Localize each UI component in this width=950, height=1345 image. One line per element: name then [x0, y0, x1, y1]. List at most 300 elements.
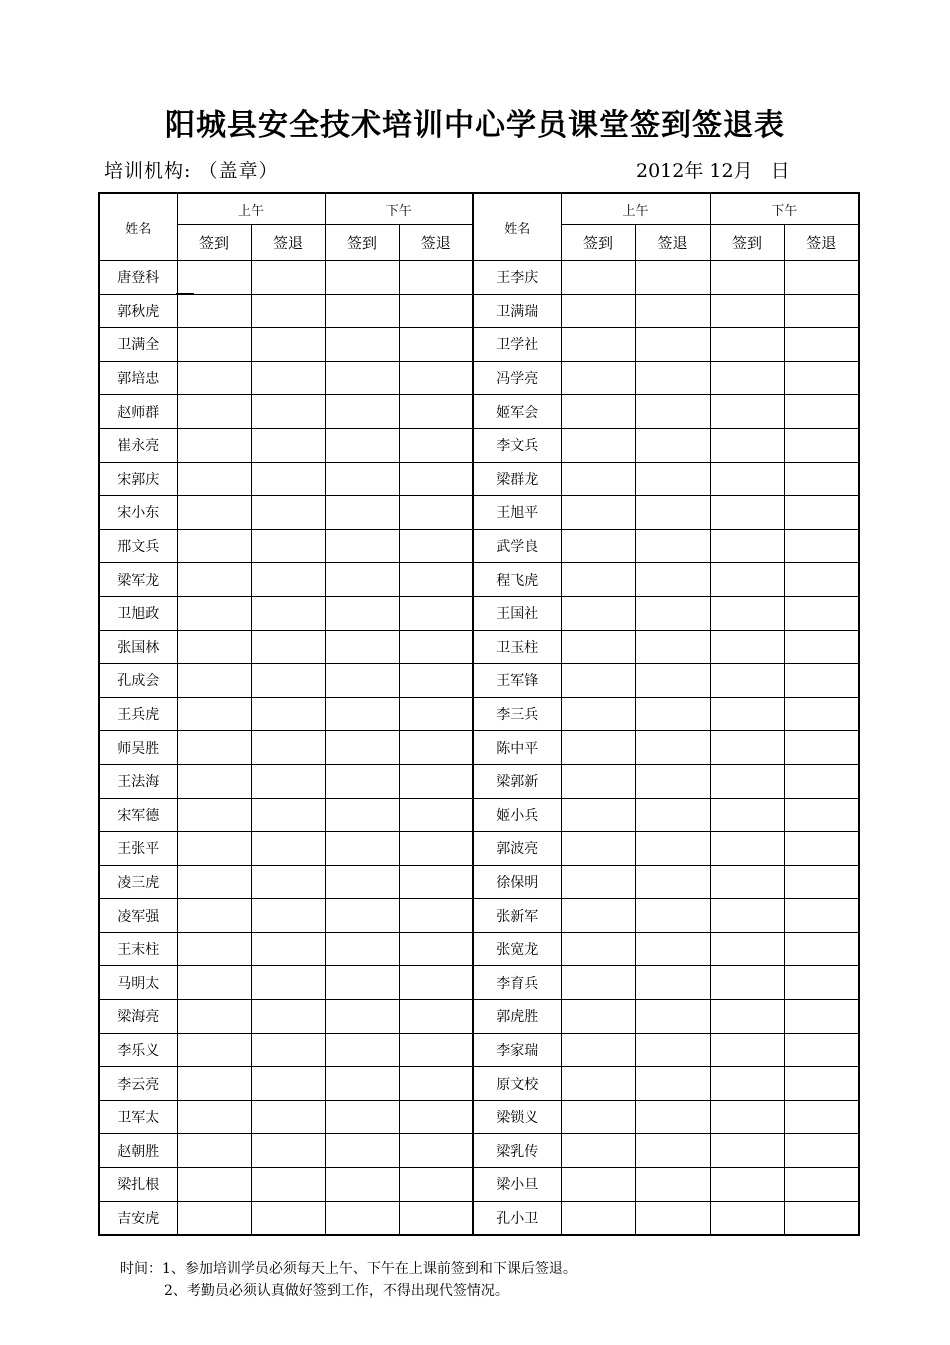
sign-out-cell[interactable]	[784, 1134, 859, 1168]
sign-in-cell[interactable]	[177, 428, 251, 462]
sign-in-cell[interactable]	[325, 1033, 399, 1067]
sign-out-cell[interactable]	[784, 865, 859, 899]
sign-out-cell[interactable]	[635, 630, 710, 664]
attendance-table	[98, 192, 860, 1236]
trainee-name: 李文兵	[473, 428, 561, 462]
trainee-name: 原文校	[473, 1067, 561, 1101]
sign-in-cell[interactable]	[710, 596, 784, 630]
sign-in-cell[interactable]	[177, 1033, 251, 1067]
sign-out-cell[interactable]	[251, 899, 325, 933]
trainee-name: 梁郭新	[473, 764, 561, 798]
trainee-name: 王旭平	[473, 496, 561, 530]
sign-out-cell[interactable]	[784, 899, 859, 933]
sign-in-cell[interactable]	[177, 496, 251, 530]
sign-in-cell[interactable]	[561, 697, 635, 731]
date-label: 2012年 12月 日	[636, 160, 790, 182]
sign-out-cell[interactable]	[399, 496, 473, 530]
trainee-name: 王军锋	[473, 664, 561, 698]
sign-in-cell[interactable]	[561, 261, 635, 295]
trainee-name: 梁锁义	[473, 1100, 561, 1134]
note-line-1: 时间：1、参加培训学员必须每天上午、下午在上课前签到和下课后签退。	[120, 1261, 577, 1277]
sign-in-cell[interactable]	[710, 697, 784, 731]
sign-in-cell[interactable]	[177, 1067, 251, 1101]
sign-in-cell[interactable]	[325, 596, 399, 630]
sign-out-cell[interactable]	[251, 328, 325, 362]
sign-in-cell[interactable]	[561, 596, 635, 630]
sign-in-cell[interactable]	[325, 832, 399, 866]
trainee-name: 梁海亮	[99, 1000, 177, 1034]
table-row	[99, 697, 859, 731]
trainee-name: 宋军德	[99, 798, 177, 832]
sign-out-cell[interactable]	[635, 596, 710, 630]
sign-in-cell[interactable]	[710, 1134, 784, 1168]
sign-out-cell[interactable]	[251, 361, 325, 395]
sign-in-cell[interactable]	[325, 294, 399, 328]
sign-in-cell[interactable]	[710, 1201, 784, 1235]
sign-in-cell[interactable]	[710, 496, 784, 530]
sign-out-cell[interactable]	[399, 1168, 473, 1202]
trainee-name: 李乐义	[99, 1033, 177, 1067]
sign-in-cell[interactable]	[561, 899, 635, 933]
sign-out-cell[interactable]	[635, 1067, 710, 1101]
sign-out-cell[interactable]	[251, 832, 325, 866]
sign-out-cell[interactable]	[251, 798, 325, 832]
sign-in-cell[interactable]	[561, 563, 635, 597]
sign-in-cell[interactable]	[177, 764, 251, 798]
sign-in-cell[interactable]	[325, 462, 399, 496]
sign-in-cell[interactable]	[325, 731, 399, 765]
sign-out-cell[interactable]	[784, 1100, 859, 1134]
sign-out-header: 签退	[635, 225, 710, 261]
sign-out-cell[interactable]	[784, 697, 859, 731]
trainee-name: 王末柱	[99, 932, 177, 966]
sign-in-cell[interactable]	[561, 966, 635, 1000]
sign-in-cell[interactable]	[710, 1033, 784, 1067]
sign-out-cell[interactable]	[251, 865, 325, 899]
sign-in-cell[interactable]	[325, 1000, 399, 1034]
table-row	[99, 261, 859, 295]
sign-in-cell[interactable]	[325, 697, 399, 731]
sign-out-cell[interactable]	[399, 1067, 473, 1101]
table-row	[99, 899, 859, 933]
sign-out-cell[interactable]	[784, 395, 859, 429]
sign-in-cell[interactable]	[561, 798, 635, 832]
sign-in-cell[interactable]	[177, 395, 251, 429]
sign-in-cell[interactable]	[710, 832, 784, 866]
sign-out-cell[interactable]	[399, 395, 473, 429]
sign-out-cell[interactable]	[635, 966, 710, 1000]
sign-out-cell[interactable]	[251, 697, 325, 731]
sign-out-cell[interactable]	[784, 932, 859, 966]
sign-in-cell[interactable]	[710, 1100, 784, 1134]
name-column-header-left: 姓名	[99, 193, 177, 261]
sign-out-cell[interactable]	[635, 462, 710, 496]
table-row	[99, 798, 859, 832]
sign-out-cell[interactable]	[251, 966, 325, 1000]
sign-out-cell[interactable]	[784, 294, 859, 328]
trainee-name: 卫军太	[99, 1100, 177, 1134]
sign-in-cell[interactable]	[710, 261, 784, 295]
sign-in-cell[interactable]	[325, 1168, 399, 1202]
sign-in-cell[interactable]	[710, 1067, 784, 1101]
sign-out-cell[interactable]	[635, 1033, 710, 1067]
sign-out-cell[interactable]	[251, 596, 325, 630]
sign-out-cell[interactable]	[784, 1033, 859, 1067]
sign-out-cell[interactable]	[635, 1134, 710, 1168]
sign-in-cell[interactable]	[710, 428, 784, 462]
sign-in-cell[interactable]	[325, 899, 399, 933]
sign-out-cell[interactable]	[251, 294, 325, 328]
sign-out-cell[interactable]	[251, 428, 325, 462]
sign-in-cell[interactable]	[177, 596, 251, 630]
sign-out-cell[interactable]	[399, 832, 473, 866]
sign-out-cell[interactable]	[251, 630, 325, 664]
sign-out-cell[interactable]	[399, 630, 473, 664]
sign-in-cell[interactable]	[561, 328, 635, 362]
sign-in-cell[interactable]	[561, 865, 635, 899]
sign-in-cell[interactable]	[710, 899, 784, 933]
sign-out-cell[interactable]	[784, 462, 859, 496]
morning-header-left: 上午	[177, 193, 325, 225]
sign-in-cell[interactable]	[177, 865, 251, 899]
sign-out-cell[interactable]	[399, 664, 473, 698]
table-row	[99, 664, 859, 698]
sign-in-cell[interactable]	[561, 294, 635, 328]
sign-in-header: 签到	[710, 225, 784, 261]
trainee-name: 李云亮	[99, 1067, 177, 1101]
sign-out-cell[interactable]	[251, 395, 325, 429]
sign-in-cell[interactable]	[710, 798, 784, 832]
sign-in-cell[interactable]	[710, 328, 784, 362]
sign-in-cell[interactable]	[561, 1201, 635, 1235]
sign-in-cell[interactable]	[710, 731, 784, 765]
trainee-name: 程飞虎	[473, 563, 561, 597]
sign-out-cell[interactable]	[399, 261, 473, 295]
sign-in-cell[interactable]	[561, 1033, 635, 1067]
sign-in-cell[interactable]	[177, 832, 251, 866]
sign-in-cell[interactable]	[177, 1168, 251, 1202]
sign-in-cell[interactable]	[177, 664, 251, 698]
trainee-name: 王李庆	[473, 261, 561, 295]
sign-out-cell[interactable]	[399, 932, 473, 966]
sign-in-cell[interactable]	[710, 764, 784, 798]
trainee-name: 姬军会	[473, 395, 561, 429]
sign-in-cell[interactable]	[177, 361, 251, 395]
table-row	[99, 563, 859, 597]
sign-in-cell[interactable]	[561, 832, 635, 866]
sign-in-cell[interactable]	[710, 630, 784, 664]
pen-mark	[176, 293, 194, 294]
sign-out-cell[interactable]	[784, 596, 859, 630]
sign-out-cell[interactable]	[784, 664, 859, 698]
afternoon-header-right: 下午	[710, 193, 859, 225]
sign-out-cell[interactable]	[784, 261, 859, 295]
sign-in-cell[interactable]	[710, 1168, 784, 1202]
sign-in-cell[interactable]	[325, 395, 399, 429]
sign-in-cell[interactable]	[177, 932, 251, 966]
sign-out-cell[interactable]	[635, 832, 710, 866]
sign-out-cell[interactable]	[399, 1100, 473, 1134]
sign-in-cell[interactable]	[325, 1201, 399, 1235]
sign-in-cell[interactable]	[561, 731, 635, 765]
table-row	[99, 1100, 859, 1134]
sign-out-cell[interactable]	[635, 261, 710, 295]
trainee-name: 赵师群	[99, 395, 177, 429]
sign-out-cell[interactable]	[251, 1134, 325, 1168]
sign-in-cell[interactable]	[177, 798, 251, 832]
sign-in-cell[interactable]	[325, 865, 399, 899]
sign-out-cell[interactable]	[784, 966, 859, 1000]
sign-out-cell[interactable]	[399, 1000, 473, 1034]
sign-in-cell[interactable]	[561, 428, 635, 462]
sign-in-cell[interactable]	[561, 1100, 635, 1134]
table-row	[99, 496, 859, 530]
table-row	[99, 1033, 859, 1067]
table-row	[99, 932, 859, 966]
sign-in-cell[interactable]	[325, 361, 399, 395]
sign-in-cell[interactable]	[561, 664, 635, 698]
trainee-name: 卫满瑞	[473, 294, 561, 328]
sign-out-cell[interactable]	[635, 428, 710, 462]
sign-in-cell[interactable]	[177, 1100, 251, 1134]
sign-out-cell[interactable]	[251, 664, 325, 698]
sign-out-cell[interactable]	[635, 563, 710, 597]
trainee-name: 郭虎胜	[473, 1000, 561, 1034]
sign-in-cell[interactable]	[561, 1134, 635, 1168]
sign-in-cell[interactable]	[177, 1134, 251, 1168]
trainee-name: 马明太	[99, 966, 177, 1000]
table-row	[99, 428, 859, 462]
sign-in-cell[interactable]	[561, 1168, 635, 1202]
trainee-name: 徐保明	[473, 865, 561, 899]
sign-in-cell[interactable]	[177, 1201, 251, 1235]
sign-in-cell[interactable]	[710, 865, 784, 899]
sign-in-cell[interactable]	[325, 496, 399, 530]
sign-out-cell[interactable]	[784, 563, 859, 597]
sign-out-cell[interactable]	[399, 1201, 473, 1235]
sign-out-cell[interactable]	[635, 395, 710, 429]
sign-in-cell[interactable]	[325, 764, 399, 798]
sign-out-cell[interactable]	[251, 1000, 325, 1034]
sign-in-cell[interactable]	[325, 1067, 399, 1101]
sign-in-cell[interactable]	[325, 798, 399, 832]
sign-out-cell[interactable]	[784, 832, 859, 866]
table-row	[99, 832, 859, 866]
sign-in-cell[interactable]	[561, 395, 635, 429]
sign-in-cell[interactable]	[325, 932, 399, 966]
sign-out-cell[interactable]	[784, 328, 859, 362]
sign-in-cell[interactable]	[710, 395, 784, 429]
sign-out-cell[interactable]	[635, 764, 710, 798]
note-line-2: 2、考勤员必须认真做好签到工作，不得出现代签情况。	[164, 1283, 509, 1299]
sign-out-cell[interactable]	[251, 261, 325, 295]
sign-in-cell[interactable]	[325, 966, 399, 1000]
sign-in-header: 签到	[325, 225, 399, 261]
table-row	[99, 1201, 859, 1235]
sign-in-cell[interactable]	[561, 1067, 635, 1101]
sign-out-cell[interactable]	[784, 361, 859, 395]
sign-out-cell[interactable]	[251, 764, 325, 798]
sign-in-cell[interactable]	[325, 261, 399, 295]
sign-out-cell[interactable]	[635, 294, 710, 328]
sign-in-cell[interactable]	[325, 328, 399, 362]
trainee-name: 张宽龙	[473, 932, 561, 966]
sign-in-cell[interactable]	[325, 1134, 399, 1168]
sign-in-cell[interactable]	[710, 462, 784, 496]
sign-in-cell[interactable]	[710, 294, 784, 328]
sign-in-cell[interactable]	[177, 563, 251, 597]
sign-out-cell[interactable]	[784, 1168, 859, 1202]
sign-out-cell[interactable]	[784, 1201, 859, 1235]
table-row	[99, 395, 859, 429]
sign-out-cell[interactable]	[251, 1168, 325, 1202]
trainee-name: 梁扎根	[99, 1168, 177, 1202]
sign-out-cell[interactable]	[251, 563, 325, 597]
trainee-name: 凌军强	[99, 899, 177, 933]
sign-out-cell[interactable]	[251, 1100, 325, 1134]
sign-out-cell[interactable]	[784, 1067, 859, 1101]
trainee-name: 宋郭庆	[99, 462, 177, 496]
sign-in-cell[interactable]	[177, 462, 251, 496]
sign-out-cell[interactable]	[399, 798, 473, 832]
sign-in-cell[interactable]	[325, 630, 399, 664]
trainee-name: 梁群龙	[473, 462, 561, 496]
sign-out-cell[interactable]	[399, 462, 473, 496]
sign-out-cell[interactable]	[399, 328, 473, 362]
sign-out-cell[interactable]	[635, 899, 710, 933]
sign-in-cell[interactable]	[561, 764, 635, 798]
table-row	[99, 1168, 859, 1202]
sign-out-cell[interactable]	[399, 1134, 473, 1168]
sign-out-cell[interactable]	[784, 496, 859, 530]
sign-out-cell[interactable]	[251, 1033, 325, 1067]
sign-out-cell[interactable]	[251, 1201, 325, 1235]
sign-out-cell[interactable]	[251, 496, 325, 530]
page-title: 阳城县安全技术培训中心学员课堂签到签退表	[165, 108, 785, 143]
sign-out-cell[interactable]	[251, 731, 325, 765]
sign-out-cell[interactable]	[635, 932, 710, 966]
sign-out-cell[interactable]	[251, 462, 325, 496]
sign-in-cell[interactable]	[561, 496, 635, 530]
sign-in-cell[interactable]	[561, 630, 635, 664]
sign-in-cell[interactable]	[177, 966, 251, 1000]
sign-in-cell[interactable]	[561, 932, 635, 966]
sign-out-cell[interactable]	[251, 932, 325, 966]
sign-out-cell[interactable]	[635, 664, 710, 698]
trainee-name: 姬小兵	[473, 798, 561, 832]
trainee-name: 王国社	[473, 596, 561, 630]
table-row	[99, 596, 859, 630]
trainee-name: 张新军	[473, 899, 561, 933]
sign-out-cell[interactable]	[399, 529, 473, 563]
trainee-name: 孔小卫	[473, 1201, 561, 1235]
trainee-name: 郭波亮	[473, 832, 561, 866]
sign-out-cell[interactable]	[635, 496, 710, 530]
sign-in-cell[interactable]	[177, 529, 251, 563]
sign-in-cell[interactable]	[710, 966, 784, 1000]
sign-out-cell[interactable]	[635, 529, 710, 563]
sign-out-cell[interactable]	[635, 1168, 710, 1202]
sign-out-cell[interactable]	[399, 428, 473, 462]
sign-out-cell[interactable]	[635, 361, 710, 395]
sign-in-cell[interactable]	[177, 261, 251, 295]
sign-in-cell[interactable]	[177, 899, 251, 933]
sign-out-cell[interactable]	[635, 1201, 710, 1235]
sign-out-cell[interactable]	[635, 798, 710, 832]
sign-in-cell[interactable]	[561, 529, 635, 563]
sign-out-cell[interactable]	[399, 294, 473, 328]
sign-out-cell[interactable]	[399, 966, 473, 1000]
sign-in-cell[interactable]	[710, 361, 784, 395]
sign-in-cell[interactable]	[177, 731, 251, 765]
sign-out-cell[interactable]	[784, 764, 859, 798]
sign-in-cell[interactable]	[177, 328, 251, 362]
sign-out-cell[interactable]	[635, 697, 710, 731]
trainee-name: 王张平	[99, 832, 177, 866]
sign-out-cell[interactable]	[784, 630, 859, 664]
sign-out-cell[interactable]	[399, 563, 473, 597]
sign-in-cell[interactable]	[710, 664, 784, 698]
sign-out-cell[interactable]	[399, 764, 473, 798]
sign-in-cell[interactable]	[710, 1000, 784, 1034]
sign-in-cell[interactable]	[325, 1100, 399, 1134]
sign-out-cell[interactable]	[251, 1067, 325, 1101]
sign-in-cell[interactable]	[325, 529, 399, 563]
trainee-name: 王法海	[99, 764, 177, 798]
sign-out-header: 签退	[251, 225, 325, 261]
trainee-name: 孔成会	[99, 664, 177, 698]
sign-out-cell[interactable]	[399, 697, 473, 731]
sign-out-cell[interactable]	[784, 731, 859, 765]
sign-out-cell[interactable]	[399, 865, 473, 899]
sign-out-cell[interactable]	[399, 731, 473, 765]
sign-out-cell[interactable]	[635, 865, 710, 899]
sign-out-cell[interactable]	[635, 328, 710, 362]
sign-in-cell[interactable]	[177, 294, 251, 328]
sign-in-cell[interactable]	[177, 630, 251, 664]
sign-in-cell[interactable]	[177, 697, 251, 731]
sign-out-cell[interactable]	[784, 529, 859, 563]
sign-in-cell[interactable]	[325, 664, 399, 698]
sign-in-header: 签到	[177, 225, 251, 261]
sign-in-cell[interactable]	[561, 462, 635, 496]
sign-in-cell[interactable]	[710, 563, 784, 597]
trainee-name: 师吴胜	[99, 731, 177, 765]
sign-in-cell[interactable]	[325, 428, 399, 462]
sign-in-cell[interactable]	[177, 1000, 251, 1034]
sign-out-cell[interactable]	[399, 1033, 473, 1067]
notes	[120, 1258, 577, 1302]
sign-out-cell[interactable]	[635, 1100, 710, 1134]
sign-in-cell[interactable]	[325, 563, 399, 597]
sign-out-cell[interactable]	[399, 899, 473, 933]
sign-out-cell[interactable]	[635, 731, 710, 765]
table-row	[99, 294, 859, 328]
sign-in-cell[interactable]	[710, 932, 784, 966]
sign-out-cell[interactable]	[784, 1000, 859, 1034]
sign-in-cell[interactable]	[710, 529, 784, 563]
sign-in-cell[interactable]	[561, 361, 635, 395]
trainee-name: 邢文兵	[99, 529, 177, 563]
sign-in-cell[interactable]	[561, 1000, 635, 1034]
trainee-name: 梁小旦	[473, 1168, 561, 1202]
sign-out-cell[interactable]	[251, 529, 325, 563]
sign-out-cell[interactable]	[784, 428, 859, 462]
sign-out-cell[interactable]	[784, 798, 859, 832]
sign-out-cell[interactable]	[399, 596, 473, 630]
sign-out-cell[interactable]	[399, 361, 473, 395]
sign-out-cell[interactable]	[635, 1000, 710, 1034]
